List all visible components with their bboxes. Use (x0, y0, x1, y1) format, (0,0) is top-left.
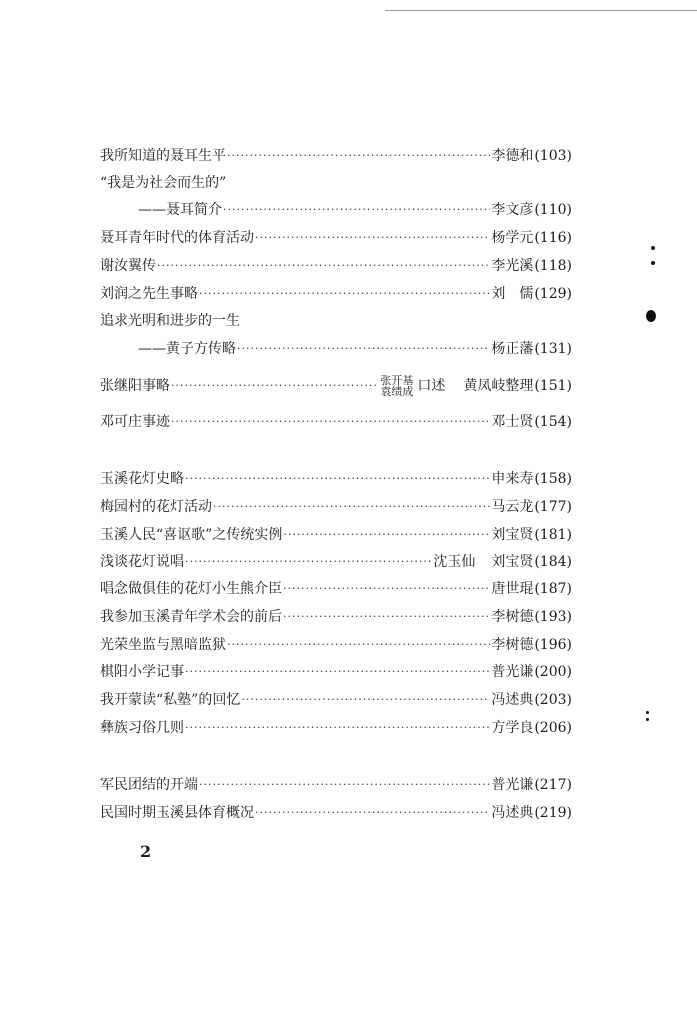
narrator-name: 袁绩成 (380, 385, 414, 398)
toc-entry (100, 494, 572, 520)
entry-page: (118) (534, 258, 572, 274)
entry-title: ——聂耳简介 (138, 202, 222, 218)
entry-title: 邓可庄事迹 (100, 414, 170, 430)
entry-heading: 追求光明和进步的一生 (100, 313, 240, 329)
dot-leader (185, 549, 432, 575)
entry-author: 李光溪 (491, 258, 534, 274)
entry-title: ——黄子方传略 (138, 341, 236, 357)
ink-speck (651, 246, 655, 250)
entry-author: 刘宝贤 (491, 554, 534, 570)
entry-page: (196) (534, 637, 572, 653)
dot-leader (157, 253, 490, 279)
entry-page: (103) (534, 148, 572, 164)
ink-speck (646, 711, 649, 714)
entry-page: (200) (534, 664, 572, 680)
entry-title: 我所知道的聂耳生平 (100, 148, 226, 164)
toc-entry (100, 800, 572, 826)
dot-leader (227, 632, 490, 658)
toc-entry (100, 715, 572, 741)
entry-author: 邓士贤 (491, 414, 534, 430)
entry-author: 冯述典 (491, 805, 534, 821)
entry-title: 梅园村的花灯活动 (100, 499, 212, 515)
entry-title: 聂耳青年时代的体育活动 (100, 230, 254, 246)
toc-entry (100, 687, 572, 713)
entry-coauthor: 沈玉仙 (433, 554, 476, 570)
page-number: 2 (140, 842, 152, 861)
entry-page: (203) (534, 692, 572, 708)
narrator-name: 张开基 (380, 374, 414, 387)
ink-speck (651, 261, 655, 265)
entry-author: 申来寿 (491, 471, 534, 487)
toc-entry (100, 143, 572, 169)
entry-page: (193) (534, 609, 572, 625)
entry-title: 谢汝翼传 (100, 258, 156, 274)
entry-title: 光荣坐监与黑暗监狱 (100, 637, 226, 653)
dot-leader (227, 143, 490, 169)
entry-author: 李树德 (491, 609, 534, 625)
entry-author: 唐世琨 (491, 581, 534, 597)
entry-author: 李文彦 (491, 202, 534, 218)
entry-title: 浅谈花灯说唱 (100, 554, 184, 570)
narrator-names (380, 375, 413, 397)
toc-entry (100, 281, 572, 307)
toc-entry (100, 604, 572, 630)
entry-page: (184) (534, 554, 572, 570)
toc-entry (100, 197, 572, 223)
entry-author: 冯述典 (491, 692, 534, 708)
dot-leader (185, 715, 490, 741)
entry-title: 我开蒙读“私塾”的回忆 (100, 692, 241, 708)
top-rule (385, 10, 697, 11)
entry-title: 棋阳小学记事 (100, 664, 184, 680)
toc-entry (100, 466, 572, 492)
entry-author: 马云龙 (491, 499, 534, 515)
entry-author: 黄凤岐整理 (463, 378, 534, 394)
entry-page: (187) (534, 581, 572, 597)
toc-entry (100, 772, 572, 798)
entry-page: (129) (534, 286, 572, 302)
entry-author: 普光谦 (491, 664, 534, 680)
dot-leader (223, 197, 490, 223)
entry-author: 刘宝贤 (491, 527, 534, 543)
entry-title: 军民团结的开端 (100, 777, 198, 793)
entry-page: (116) (534, 230, 572, 246)
toc-entry (100, 659, 572, 685)
entry-title: 张继阳事略 (100, 378, 170, 394)
entry-author: 李树德 (491, 637, 534, 653)
dot-leader (241, 687, 490, 713)
entry-title: 彝族习俗几则 (100, 720, 184, 736)
entry-page: (177) (534, 499, 572, 515)
entry-page: (154) (534, 414, 572, 430)
entry-page: (110) (534, 202, 572, 218)
toc-entry (100, 549, 572, 575)
ink-speck (646, 718, 649, 721)
dot-leader (185, 466, 490, 492)
entry-title: 我参加玉溪青年学术会的前后 (100, 609, 282, 625)
entry-title: 民国时期玉溪县体育概况 (100, 805, 254, 821)
entry-page: (181) (534, 527, 572, 543)
entry-title: 玉溪人民“喜讴歌”之传统实例 (100, 527, 283, 543)
toc-entry (100, 576, 572, 602)
dot-leader (237, 336, 490, 362)
entry-author: 杨学元 (491, 230, 534, 246)
toc-entry (100, 522, 572, 548)
toc-entry (100, 336, 572, 362)
entry-heading: “我是为社会而生的” (100, 175, 227, 191)
entry-author: 李德和 (491, 148, 534, 164)
entry-title: 唱念做俱佳的花灯小生熊介臣 (100, 581, 282, 597)
narrated-label: 口述 (417, 378, 446, 394)
entry-author: 刘 儒 (491, 286, 534, 302)
entry-author: 方学良 (491, 720, 534, 736)
toc-entry (100, 373, 572, 399)
toc-entry (100, 225, 572, 251)
dot-leader (199, 772, 490, 798)
entry-page: (206) (534, 720, 572, 736)
entry-page: (131) (534, 341, 572, 357)
dot-leader (283, 576, 490, 602)
dot-leader (255, 225, 490, 251)
toc-entry (100, 253, 572, 279)
entry-page: (219) (534, 805, 572, 821)
entry-title: 刘润之先生事略 (100, 286, 198, 302)
dot-leader (213, 494, 490, 520)
dot-leader (171, 409, 490, 435)
dot-leader (283, 604, 490, 630)
entry-author: 杨正藩 (491, 341, 534, 357)
entry-page: (158) (534, 471, 572, 487)
ink-speck (646, 310, 656, 322)
dot-leader (171, 373, 379, 399)
toc-entry (100, 632, 572, 658)
entry-page: (151) (534, 378, 572, 394)
toc-entry (100, 409, 572, 435)
entry-author: 普光谦 (491, 777, 534, 793)
dot-leader (255, 800, 490, 826)
dot-leader (199, 281, 490, 307)
dot-leader (185, 659, 490, 685)
entry-title: 玉溪花灯史略 (100, 471, 184, 487)
entry-page: (217) (534, 777, 572, 793)
dot-leader (283, 522, 490, 548)
